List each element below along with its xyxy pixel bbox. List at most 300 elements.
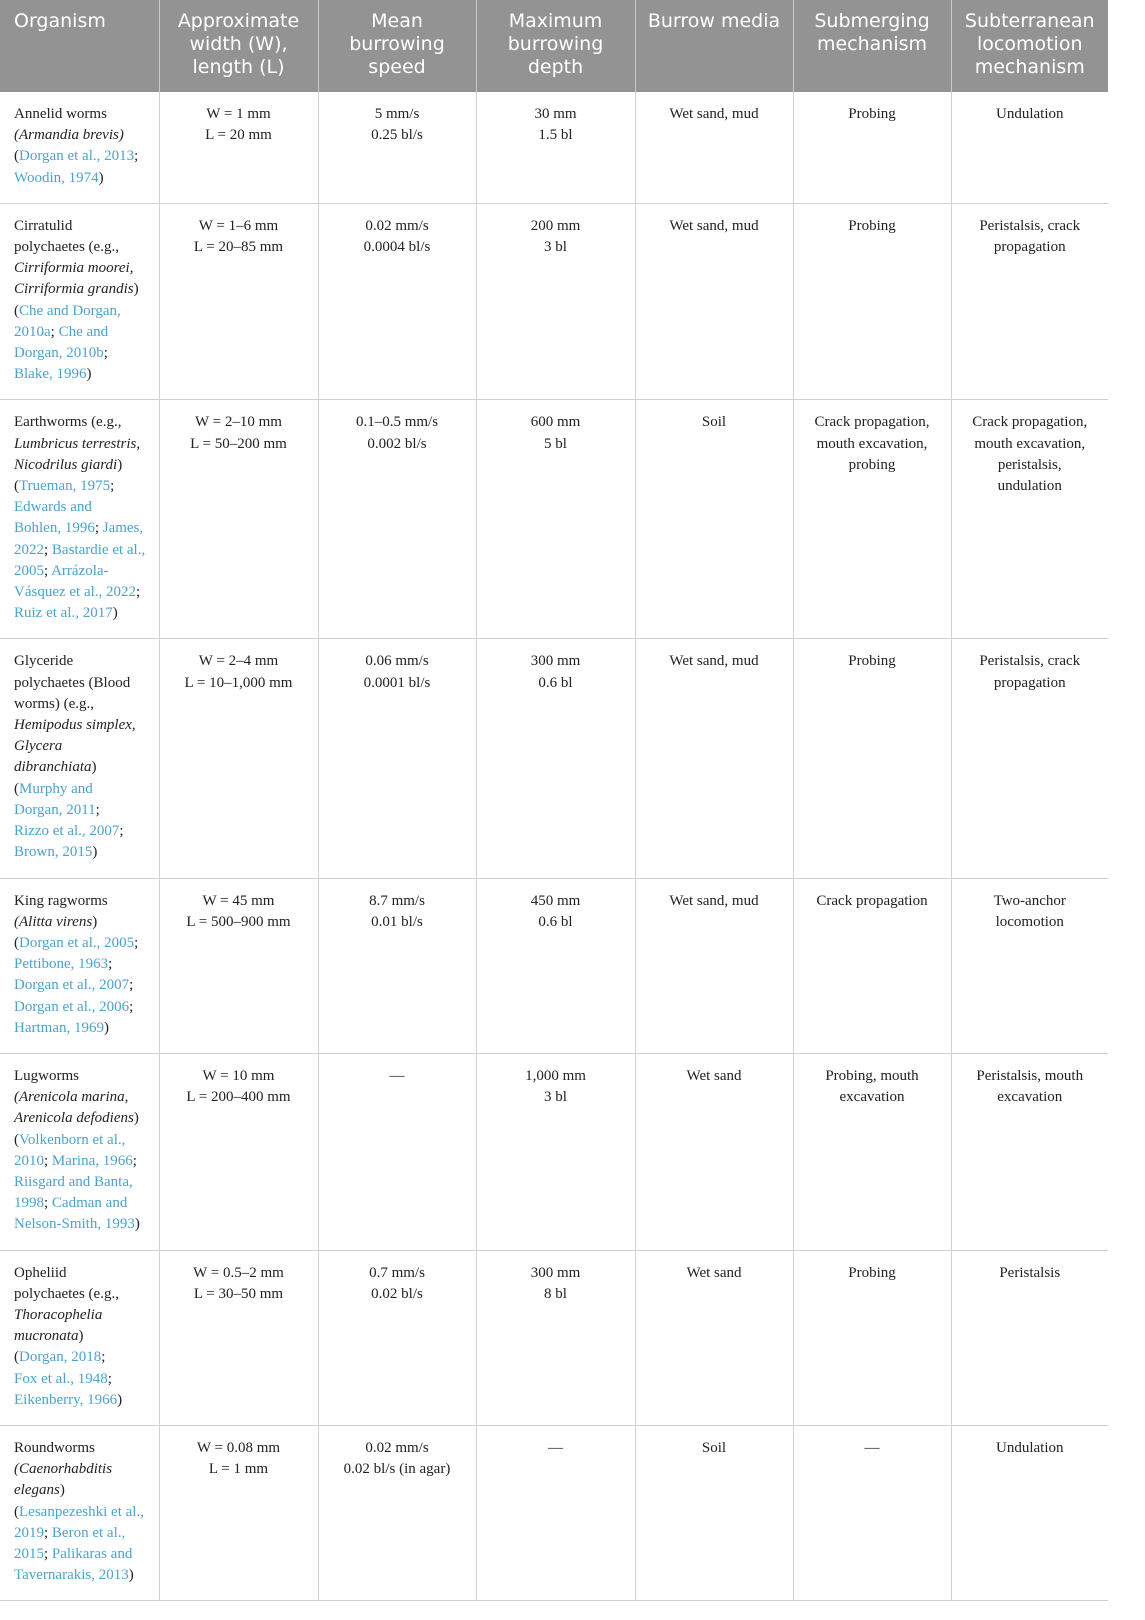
species-name: (Caenorhabditis: [14, 1461, 113, 1478]
submerging-cell: [793, 92, 951, 203]
width-length-cell: [159, 92, 318, 203]
burrow-media-cell: [635, 92, 793, 203]
submerging-line: mouth excavation,: [816, 435, 928, 452]
citation-link[interactable]: Dorgan et al., 2013: [19, 148, 135, 165]
submerging-line: Probing: [848, 1264, 896, 1281]
organism-text: (: [14, 1503, 19, 1520]
citation-link[interactable]: Rizzo et al., 2007: [14, 823, 120, 840]
locomotion-line: Peristalsis, crack: [979, 217, 1081, 234]
organism-text: ;: [110, 478, 115, 495]
organism-text: ;: [44, 562, 52, 579]
citation-link[interactable]: Trueman, 1975: [19, 478, 111, 495]
species-name: Arenicola defodiens: [14, 1110, 134, 1127]
citation-link[interactable]: Murphy and: [19, 780, 93, 797]
organism-text: ;: [134, 934, 139, 951]
locomotion-line: Undulation: [996, 1439, 1064, 1456]
mean-speed-line: 0.02 mm/s: [365, 1439, 429, 1456]
mean-speed-line: —: [389, 1067, 405, 1084]
organism-line: [14, 1523, 149, 1544]
organism-cell: [0, 92, 159, 203]
citation-link[interactable]: Edwards and: [14, 499, 92, 516]
organism-line: [14, 779, 149, 800]
organism-text: ;: [129, 977, 134, 994]
max-depth-line: 1,000 mm: [525, 1067, 586, 1084]
organism-line: [14, 821, 149, 842]
organism-text: ;: [119, 823, 124, 840]
max-depth-cell: [476, 1425, 635, 1600]
organism-text: ;: [132, 1152, 137, 1169]
organism-line: [14, 434, 149, 455]
width-length-line: W = 0.08 mm: [196, 1439, 281, 1456]
organism-cell: [0, 1053, 159, 1250]
max-depth-line: 8 bl: [544, 1285, 567, 1302]
citation-link[interactable]: Woodin, 1974: [14, 169, 99, 186]
max-depth-line: 200 mm: [530, 217, 581, 234]
mean-speed-cell: [318, 203, 476, 400]
citation-link[interactable]: Dorgan, 2018: [19, 1349, 102, 1366]
citation-link[interactable]: 2019: [14, 1524, 44, 1541]
citation-link[interactable]: Cadman and: [51, 1195, 128, 1212]
organism-text: polychaetes (e.g.,: [14, 239, 119, 256]
submerging-line: —: [864, 1439, 880, 1456]
organism-line: [14, 891, 149, 912]
organism-text: ;: [50, 323, 59, 340]
table-row: [0, 203, 1108, 400]
width-length-line: L = 50–200 mm: [190, 435, 287, 452]
burrow-media-line: Soil: [701, 414, 727, 431]
table-row: [0, 878, 1108, 1053]
species-name: Hemipodus simplex,: [14, 717, 136, 734]
table-row: [0, 639, 1108, 878]
organism-text: ): [92, 913, 98, 930]
mean-speed-line: 0.002 bl/s: [367, 435, 427, 452]
max-depth-cell: [476, 400, 635, 639]
organism-line: [14, 1151, 149, 1172]
organism-text: (: [14, 1131, 19, 1148]
citation-link[interactable]: 2022: [14, 541, 44, 558]
organism-text: ): [98, 169, 104, 186]
organism-line: [14, 1066, 149, 1087]
citation-link[interactable]: Hartman, 1969: [14, 1019, 104, 1036]
width-length-line: L = 20–85 mm: [193, 239, 284, 256]
citation-link[interactable]: 2010: [14, 1152, 44, 1169]
organism-text: worms) (e.g.,: [14, 695, 94, 712]
citation-link[interactable]: Palikaras and: [51, 1545, 133, 1562]
mean-speed-line: 0.0004 bl/s: [363, 239, 431, 256]
width-length-cell: [159, 878, 318, 1053]
mean-speed-line: 0.02 mm/s: [365, 217, 429, 234]
width-length-line: L = 10–1,000 mm: [184, 674, 293, 691]
organism-text: ): [133, 281, 139, 298]
header-mean-speed: Mean burrowing speed: [318, 0, 476, 92]
organism-text: ): [117, 1391, 123, 1408]
mean-speed-line: 0.02 bl/s (in agar): [343, 1461, 451, 1478]
citation-link[interactable]: Ruiz et al., 2017: [14, 605, 113, 622]
locomotion-line: mouth excavation,: [974, 435, 1086, 452]
organism-line: [14, 715, 149, 736]
locomotion-line: undulation: [997, 478, 1062, 495]
organism-line: [14, 561, 149, 582]
organism-text: (: [14, 148, 19, 165]
organism-line: [14, 301, 149, 322]
burrow-media-line: Wet sand: [686, 1264, 742, 1281]
organism-line: [14, 1390, 149, 1411]
organism-line: [14, 476, 149, 497]
locomotion-line: Crack propagation,: [972, 414, 1088, 431]
organism-line: [14, 673, 149, 694]
burrow-media-cell: [635, 639, 793, 878]
organism-text: ): [112, 605, 118, 622]
organism-text: ): [59, 1482, 65, 1499]
citation-link[interactable]: Riisgard and Banta,: [14, 1173, 133, 1190]
organism-line: [14, 997, 149, 1018]
organism-line: [14, 168, 149, 189]
max-depth-line: 3 bl: [544, 1089, 567, 1106]
citation-link[interactable]: Marina, 1966: [51, 1152, 133, 1169]
citation-link[interactable]: Pettibone, 1963: [14, 956, 109, 973]
submerging-cell: [793, 878, 951, 1053]
burrow-media-cell: [635, 1053, 793, 1250]
citation-link[interactable]: 1998: [14, 1195, 44, 1212]
organism-cell: [0, 400, 159, 639]
submerging-line: Probing: [848, 106, 896, 122]
organism-line: [14, 603, 149, 624]
header-width-length: Approximate width (W), length (L): [159, 0, 318, 92]
organism-line: [14, 1369, 149, 1390]
width-length-line: W = 1–6 mm: [198, 217, 279, 234]
organism-text: (: [14, 1349, 19, 1366]
submerging-cell: [793, 203, 951, 400]
organism-text: ;: [95, 801, 100, 818]
max-depth-line: 0.6 bl: [538, 913, 573, 930]
locomotion-cell: [951, 400, 1108, 639]
organism-line: [14, 912, 149, 933]
max-depth-cell: [476, 878, 635, 1053]
organism-text: (: [14, 302, 19, 319]
species-name: Nicodrilus giardi: [14, 456, 118, 473]
locomotion-line: excavation: [997, 1089, 1063, 1106]
locomotion-line: propagation: [993, 239, 1066, 256]
citation-link[interactable]: Bohlen, 1996: [14, 520, 95, 537]
organism-text: polychaetes (Blood: [14, 674, 131, 691]
organism-line: [14, 1214, 149, 1235]
max-depth-line: 3 bl: [544, 239, 567, 256]
organism-text: ): [91, 759, 97, 776]
locomotion-cell: [951, 1425, 1108, 1600]
species-name: Glycera: [14, 738, 63, 755]
organism-line: [14, 582, 149, 603]
organism-text: ;: [108, 956, 113, 973]
organism-cell: [0, 1425, 159, 1600]
organism-text: ): [117, 456, 123, 473]
organism-line: [14, 540, 149, 561]
burrow-media-cell: [635, 1250, 793, 1425]
species-name: dibranchiata: [14, 759, 92, 776]
organism-line: [14, 975, 149, 996]
citation-link[interactable]: Vásquez et al., 2022: [14, 584, 137, 601]
mean-speed-cell: [318, 400, 476, 639]
mean-speed-line: 0.25 bl/s: [371, 127, 423, 144]
organism-line: [14, 1087, 149, 1108]
organism-text: King ragworms: [14, 892, 108, 909]
species-name: Thoracophelia: [14, 1306, 103, 1323]
organism-line: [14, 322, 149, 343]
submerging-line: Probing: [848, 653, 896, 670]
organism-text: ;: [136, 584, 141, 601]
organism-line: [14, 800, 149, 821]
species-name: (Arenicola marina,: [14, 1089, 129, 1106]
submerging-cell: [793, 1053, 951, 1250]
citation-link[interactable]: 2015: [14, 1545, 44, 1562]
citation-link[interactable]: Che and: [58, 323, 109, 340]
organism-text: polychaetes (e.g.,: [14, 1285, 119, 1302]
organism-line: [14, 1108, 149, 1129]
header-organism: Organism: [0, 0, 159, 92]
width-length-line: L = 200–400 mm: [186, 1089, 291, 1106]
organism-line: [14, 933, 149, 954]
max-depth-cell: [476, 1053, 635, 1250]
max-depth-cell: [476, 92, 635, 203]
organism-line: [14, 518, 149, 539]
locomotion-line: Two-anchor: [993, 892, 1066, 909]
organism-line: [14, 1502, 149, 1523]
burrow-media-cell: [635, 203, 793, 400]
max-depth-line: 1.5 bl: [538, 127, 573, 144]
species-name: Cirriformia grandis: [14, 281, 134, 298]
citation-link[interactable]: Brown, 2015: [14, 844, 93, 861]
mean-speed-cell: [318, 92, 476, 203]
organism-text: ;: [44, 1195, 52, 1212]
organism-line: [14, 1305, 149, 1326]
mean-speed-cell: [318, 878, 476, 1053]
mean-speed-line: 0.7 mm/s: [369, 1264, 425, 1281]
max-depth-line: 300 mm: [530, 1264, 581, 1281]
burrow-media-line: Wet sand, mud: [669, 653, 759, 670]
organism-line: [14, 237, 149, 258]
submerging-cell: [793, 1250, 951, 1425]
organism-line: [14, 1565, 149, 1586]
organism-line: [14, 1263, 149, 1284]
width-length-line: L = 1 mm: [208, 1461, 269, 1478]
organism-line: [14, 104, 149, 125]
organism-line: [14, 694, 149, 715]
organism-text: ): [128, 1567, 134, 1584]
max-depth-line: 5 bl: [544, 435, 567, 452]
citation-link[interactable]: Dorgan et al., 2007: [14, 977, 130, 994]
width-length-cell: [159, 203, 318, 400]
width-length-cell: [159, 639, 318, 878]
organism-text: ): [78, 1328, 84, 1345]
organism-text: ;: [101, 1349, 106, 1366]
species-name: Cirriformia moorei,: [14, 260, 134, 277]
organism-text: Opheliid: [14, 1264, 67, 1281]
organism-line: [14, 216, 149, 237]
organism-line: [14, 497, 149, 518]
organism-line: [14, 1544, 149, 1565]
organism-text: Cirratulid: [14, 217, 73, 234]
max-depth-line: 300 mm: [530, 653, 581, 670]
width-length-line: L = 30–50 mm: [193, 1285, 284, 1302]
organism-line: [14, 279, 149, 300]
submerging-cell: [793, 400, 951, 639]
organism-text: (: [14, 934, 19, 951]
organism-text: (: [14, 780, 19, 797]
max-depth-cell: [476, 639, 635, 878]
organism-line: [14, 258, 149, 279]
citation-link[interactable]: Bastardie et al.,: [51, 541, 146, 558]
width-length-cell: [159, 1425, 318, 1600]
mean-speed-cell: [318, 639, 476, 878]
organism-line: [14, 1459, 149, 1480]
locomotion-cell: [951, 1250, 1108, 1425]
organism-text: ;: [44, 1524, 52, 1541]
organism-line: [14, 651, 149, 672]
organism-text: ;: [129, 998, 134, 1015]
max-depth-line: 30 mm: [534, 106, 577, 122]
width-length-line: W = 2–4 mm: [198, 653, 279, 670]
citation-link[interactable]: Dorgan, 2010b: [14, 345, 104, 362]
burrow-media-cell: [635, 878, 793, 1053]
organism-line: [14, 146, 149, 167]
header-row: [0, 0, 1108, 92]
mean-speed-line: 0.02 bl/s: [371, 1285, 423, 1302]
burrow-media-line: Wet sand, mud: [669, 217, 759, 234]
citation-link[interactable]: Dorgan, 2011: [14, 801, 96, 818]
submerging-line: probing: [848, 456, 896, 473]
species-name: Lumbricus terrestris,: [14, 435, 141, 452]
organism-cell: [0, 878, 159, 1053]
citation-link[interactable]: Arrázola-: [51, 562, 109, 579]
header-burrow-media: Burrow media: [635, 0, 793, 92]
organism-text: ): [86, 366, 92, 383]
organism-line: [14, 343, 149, 364]
burrow-media-line: Wet sand: [686, 1067, 742, 1084]
organism-line: [14, 1018, 149, 1039]
mean-speed-line: 0.06 mm/s: [365, 653, 429, 670]
mean-speed-line: 8.7 mm/s: [369, 892, 425, 909]
organism-text: Earthworms (e.g.,: [14, 414, 122, 431]
citation-link[interactable]: 2010a: [14, 323, 51, 340]
burrow-media-line: Wet sand, mud: [669, 106, 759, 122]
organism-line: [14, 364, 149, 385]
organism-text: ): [92, 844, 98, 861]
header-submerging: Submerging mechanism: [793, 0, 951, 92]
locomotion-cell: [951, 878, 1108, 1053]
citation-link[interactable]: Dorgan et al., 2006: [14, 998, 130, 1015]
citation-link[interactable]: James,: [102, 520, 144, 537]
width-length-line: L = 20 mm: [205, 127, 272, 144]
species-name: (Armandia brevis): [14, 127, 124, 144]
citation-link[interactable]: Fox et al., 1948: [14, 1370, 108, 1387]
organism-line: [14, 842, 149, 863]
citation-link[interactable]: Lesanpezeshki et al.,: [19, 1503, 144, 1520]
organism-line: [14, 1480, 149, 1501]
burrow-media-line: Soil: [701, 1439, 727, 1456]
locomotion-cell: [951, 1053, 1108, 1250]
locomotion-line: Peristalsis, crack: [979, 653, 1081, 670]
width-length-cell: [159, 1053, 318, 1250]
mean-speed-line: 5 mm/s: [374, 106, 420, 122]
burrow-media-line: Wet sand, mud: [669, 892, 759, 909]
organism-text: ;: [103, 345, 108, 362]
table-row: [0, 1425, 1108, 1600]
organism-text: (: [14, 478, 19, 495]
organism-line: [14, 1284, 149, 1305]
citation-link[interactable]: Che and Dorgan,: [19, 302, 121, 319]
organism-cell: [0, 203, 159, 400]
locomotion-line: Undulation: [996, 106, 1064, 122]
table-header: [0, 0, 1108, 92]
max-depth-cell: [476, 1250, 635, 1425]
burrow-media-cell: [635, 1425, 793, 1600]
table-row: [0, 92, 1108, 203]
citation-link[interactable]: Beron et al.,: [51, 1524, 126, 1541]
organism-line: [14, 1193, 149, 1214]
citation-link[interactable]: Nelson-Smith, 1993: [14, 1216, 135, 1233]
mean-speed-cell: [318, 1053, 476, 1250]
species-name: mucronata: [14, 1328, 79, 1345]
organism-line: [14, 1438, 149, 1459]
organism-text: Roundworms: [14, 1439, 95, 1456]
organism-line: [14, 455, 149, 476]
table-row: [0, 1250, 1108, 1425]
organism-text: ;: [107, 1370, 112, 1387]
width-length-line: W = 10 mm: [202, 1067, 275, 1084]
citation-link[interactable]: Tavernarakis, 2013: [14, 1567, 129, 1584]
locomotion-cell: [951, 639, 1108, 878]
max-depth-line: 600 mm: [530, 414, 581, 431]
organism-text: ): [133, 1110, 139, 1127]
locomotion-line: Peristalsis, mouth: [976, 1067, 1084, 1084]
organism-line: [14, 736, 149, 757]
organism-text: ;: [44, 541, 52, 558]
mean-speed-line: 0.1–0.5 mm/s: [355, 414, 439, 431]
organism-text: ;: [94, 520, 103, 537]
citation-link[interactable]: Volkenborn et al.,: [19, 1131, 126, 1148]
max-depth-line: 0.6 bl: [538, 674, 573, 691]
organism-text: Annelid worms: [14, 106, 107, 122]
citation-link[interactable]: Eikenberry, 1966: [14, 1391, 118, 1408]
width-length-line: W = 1 mm: [206, 106, 271, 122]
species-name: elegans: [14, 1482, 60, 1499]
locomotion-line: peristalsis,: [997, 456, 1062, 473]
submerging-line: Probing, mouth: [825, 1067, 919, 1084]
organism-text: ): [103, 1019, 109, 1036]
table-row: [0, 400, 1108, 639]
citation-link[interactable]: 2005: [14, 562, 44, 579]
organism-text: ;: [44, 1152, 52, 1169]
citation-link[interactable]: Blake, 1996: [14, 366, 87, 383]
width-length-line: W = 0.5–2 mm: [193, 1264, 284, 1281]
mean-speed-cell: [318, 1425, 476, 1600]
submerging-cell: [793, 639, 951, 878]
organism-line: [14, 1130, 149, 1151]
width-length-line: W = 2–10 mm: [195, 414, 282, 431]
max-depth-line: —: [548, 1439, 563, 1456]
locomotion-line: locomotion: [995, 913, 1064, 930]
organism-line: [14, 954, 149, 975]
submerging-line: Probing: [848, 217, 896, 234]
organism-text: ): [134, 1216, 140, 1233]
width-length-cell: [159, 400, 318, 639]
width-length-line: L = 500–900 mm: [186, 913, 291, 930]
organism-cell: [0, 1250, 159, 1425]
locomotion-cell: [951, 92, 1108, 203]
organism-cell: [0, 639, 159, 878]
submerging-line: Crack propagation,: [814, 414, 930, 431]
citation-link[interactable]: Dorgan et al., 2005: [19, 934, 135, 951]
mean-speed-line: 0.01 bl/s: [371, 913, 423, 930]
